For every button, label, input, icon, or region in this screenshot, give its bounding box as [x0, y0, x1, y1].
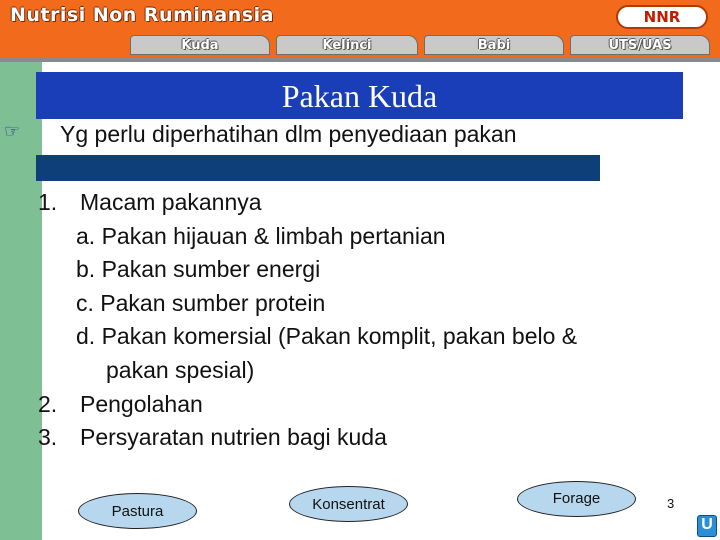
nnr-logo[interactable]	[616, 5, 708, 29]
page-number: 3	[667, 496, 675, 511]
list-item-text: Pengolahan	[80, 390, 203, 417]
slide-title-bar	[36, 72, 683, 119]
header-divider	[0, 58, 720, 62]
list-subitem	[38, 253, 577, 287]
list-item	[38, 186, 577, 220]
list-item-text: Macam pakannya	[80, 189, 262, 215]
list-subitem	[38, 287, 577, 321]
app-title: Nutrisi Non Ruminansia	[10, 4, 274, 26]
pastura-button-label: Pastura	[111, 503, 164, 520]
header-bar	[0, 0, 720, 58]
list-item-text: Persyaratan nutrien bagi kuda	[80, 424, 387, 451]
forage-button[interactable]	[517, 481, 636, 517]
pointing-hand-icon: ☞	[4, 121, 21, 142]
tab-kuda[interactable]	[130, 35, 270, 55]
u-logo-icon[interactable]	[697, 515, 717, 537]
tab-babi-label: Babi	[477, 38, 511, 53]
u-logo-letter: U	[701, 516, 713, 533]
content-list	[38, 186, 577, 455]
tab-uts-uas-label: UTS/UAS	[608, 38, 672, 53]
list-number: 3.	[38, 424, 58, 451]
list-subitem-continuation	[38, 354, 577, 388]
tab-kelinci[interactable]	[276, 35, 418, 55]
slide-subtitle: Yg perlu diperhatihan dlm penyediaan pakan	[60, 121, 517, 147]
pastura-button[interactable]	[78, 493, 197, 529]
list-subitem-text: c. Pakan sumber protein	[76, 289, 326, 316]
list-subitem-text: pakan spesial)	[106, 356, 255, 383]
forage-button-label: Forage	[552, 490, 601, 507]
nnr-logo-label: NNR	[643, 8, 681, 26]
list-item	[38, 388, 577, 422]
list-subitem-text: d. Pakan komersial (Pakan komplit, pakan belo &	[76, 323, 578, 350]
list-number: 1.	[38, 189, 58, 215]
list-subitem-text: a. Pakan hijauan & limbah pertanian	[76, 222, 446, 249]
list-subitem	[38, 220, 577, 254]
konsentrat-button[interactable]	[289, 486, 408, 522]
tab-kuda-label: Kuda	[181, 38, 219, 53]
tab-uts-uas[interactable]	[570, 35, 710, 55]
list-subitem-text: b. Pakan sumber energi	[76, 256, 321, 283]
konsentrat-button-label: Konsentrat	[312, 496, 385, 513]
list-subitem	[38, 320, 577, 354]
tab-kelinci-label: Kelinci	[322, 38, 372, 53]
tab-babi[interactable]	[424, 35, 564, 55]
list-number: 2.	[38, 390, 58, 417]
subtitle-underline-bar	[36, 155, 600, 181]
list-item	[38, 421, 577, 455]
slide-title: Pakan Kuda	[281, 78, 438, 114]
